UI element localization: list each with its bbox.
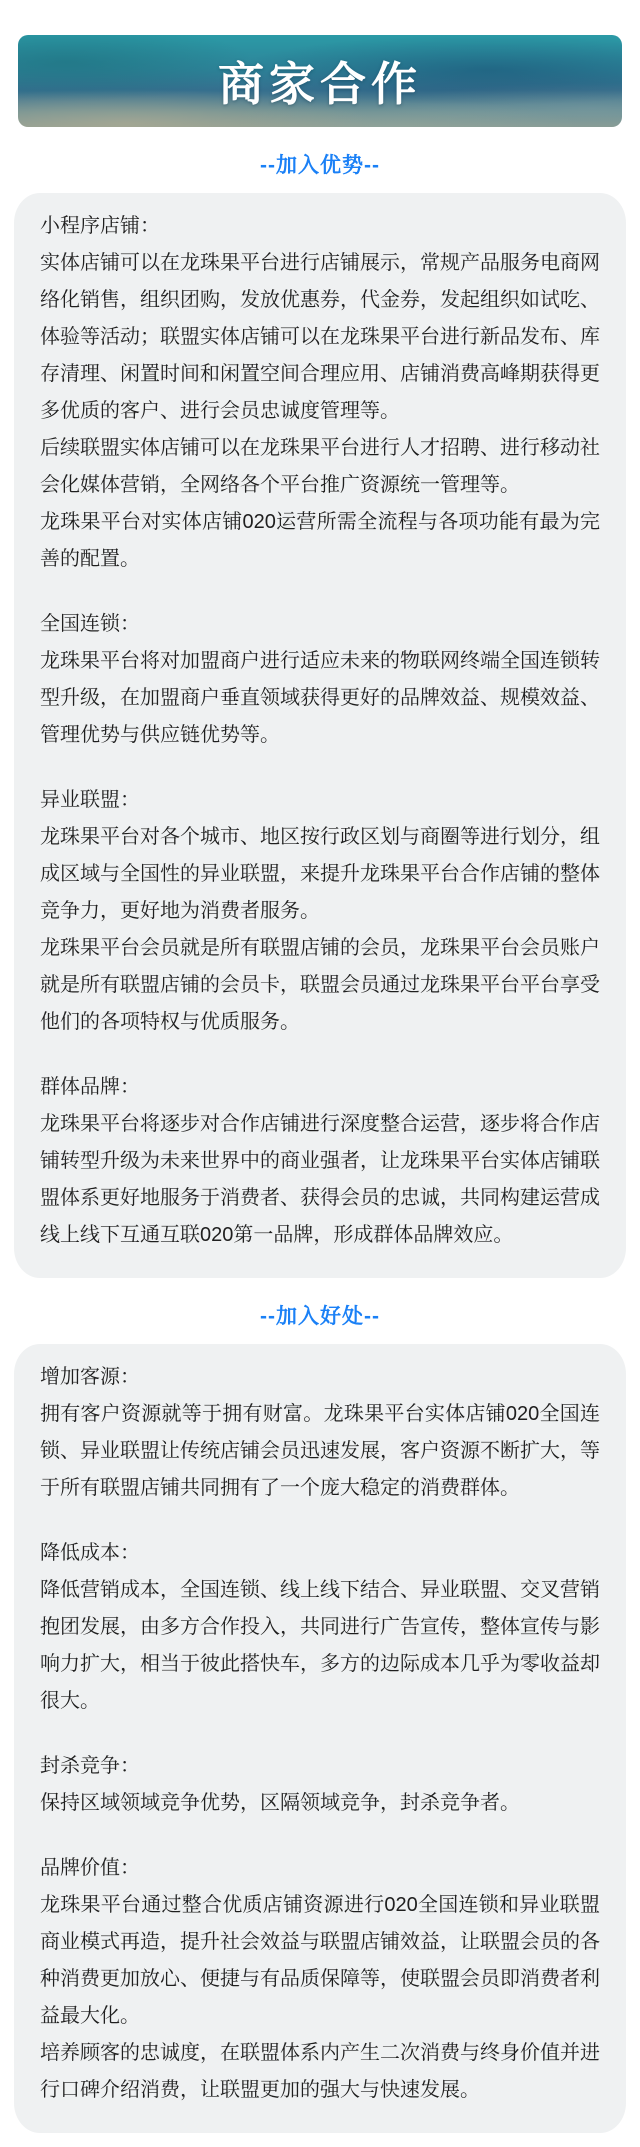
block-label: 降低成本： — [40, 1542, 140, 1564]
paragraph: 培养顾客的忠诚度，在联盟体系内产生二次消费与终身价值并进行口碑介绍消费，让联盟更加的强大与快速发展。 — [40, 2042, 600, 2101]
block-label: 封杀竞争： — [40, 1755, 140, 1777]
block-label: 品牌价值： — [40, 1857, 140, 1879]
banner — [18, 35, 622, 127]
text-block — [40, 606, 600, 754]
section-heading-advantages: --加入优势-- — [260, 154, 380, 177]
block-label: 小程序店铺： — [40, 215, 160, 237]
text-block — [40, 208, 600, 578]
paragraph: 拥有客户资源就等于拥有财富。龙珠果平台实体店铺020全国连锁、异业联盟让传统店铺会员迅速发展，客户资源不断扩大，等于所有联盟店铺共同拥有了一个庞大稳定的消费群体。 — [40, 1403, 600, 1499]
paragraph: 龙珠果平台通过整合优质店铺资源进行020全国连锁和异业联盟商业模式再造，提升社会效益与联盟店铺效益，让联盟会员的各种消费更加放心、便捷与有品质保障等，使联盟会员即消费者利益最大化。 — [40, 1894, 600, 2027]
page-title: 商家合作 — [218, 59, 422, 110]
paragraph: 后续联盟实体店铺可以在龙珠果平台进行人才招聘、进行移动社会化媒体营销，全网络各个平台推广资源统一管理等。 — [40, 437, 600, 496]
section-heading-benefits: --加入好处-- — [260, 1305, 380, 1328]
text-block — [40, 1850, 600, 2109]
paragraph: 龙珠果平台将对加盟商户进行适应未来的物联网终端全国连锁转型升级，在加盟商户垂直领域获得更好的品牌效益、规模效益、管理优势与供应链优势等。 — [40, 650, 600, 746]
paragraph: 龙珠果平台会员就是所有联盟店铺的会员，龙珠果平台会员账户就是所有联盟店铺的会员卡，联盟会员通过龙珠果平台平台享受他们的各项特权与优质服务。 — [40, 937, 600, 1033]
block-label: 异业联盟： — [40, 789, 140, 811]
text-block — [40, 1359, 600, 1507]
paragraph: 龙珠果平台对实体店铺020运营所需全流程与各项功能有最为完善的配置。 — [40, 511, 600, 570]
text-block — [40, 782, 600, 1041]
paragraph: 降低营销成本，全国连锁、线上线下结合、异业联盟、交叉营销抱团发展，由多方合作投入，共同进行广告宣传，整体宣传与影响力扩大，相当于彼此搭快车，多方的边际成本几乎为零收益却很大。 — [40, 1579, 600, 1712]
block-label: 增加客源： — [40, 1366, 140, 1388]
paragraph: 龙珠果平台对各个城市、地区按行政区划与商圈等进行划分，组成区域与全国性的异业联盟，来提升龙珠果平台合作店铺的整体竞争力，更好地为消费者服务。 — [40, 826, 600, 922]
paragraph: 保持区域领域竞争优势，区隔领域竞争，封杀竞争者。 — [40, 1792, 520, 1814]
paragraph: 实体店铺可以在龙珠果平台进行店铺展示，常规产品服务电商网络化销售，组织团购，发放优惠券，代金券，发起组织如试吃、体验等活动；联盟实体店铺可以在龙珠果平台进行新品发布、库存清理、闲置时间和闲置空间合理应用、店铺消费高峰期获得更多优质的客户、进行会员忠诚度管理等。 — [40, 252, 600, 422]
text-block — [40, 1748, 600, 1822]
block-label: 全国连锁： — [40, 613, 140, 635]
content-card-advantages — [14, 193, 626, 1278]
content-card-benefits — [14, 1344, 626, 2133]
text-block — [40, 1535, 600, 1720]
text-block — [40, 1069, 600, 1254]
paragraph: 龙珠果平台将逐步对合作店铺进行深度整合运营，逐步将合作店铺转型升级为未来世界中的商业强者，让龙珠果平台实体店铺联盟体系更好地服务于消费者、获得会员的忠诚，共同构建运营成线上线下互通互联020第一品牌，形成群体品牌效应。 — [40, 1113, 600, 1246]
page — [0, 35, 640, 2147]
section-join-advantages — [0, 154, 640, 1278]
section-join-benefits — [0, 1305, 640, 2133]
block-label: 群体品牌： — [40, 1076, 140, 1098]
